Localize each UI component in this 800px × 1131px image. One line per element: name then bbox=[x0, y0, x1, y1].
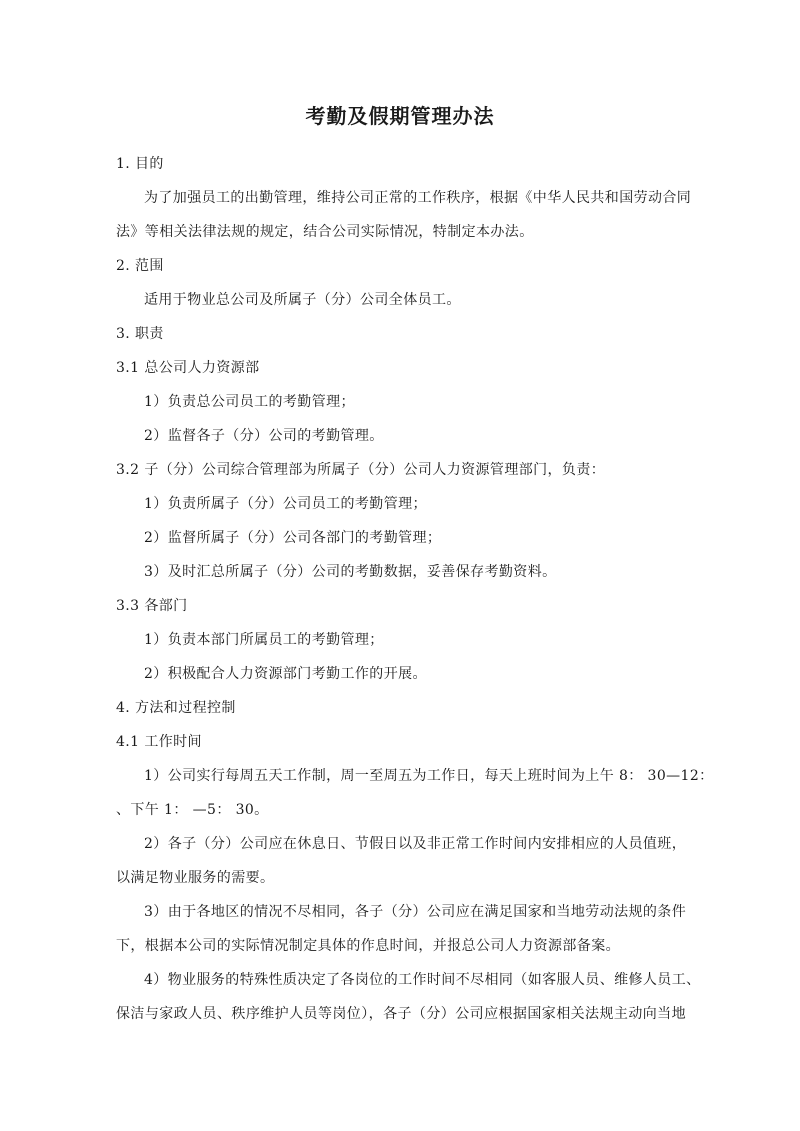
section-4-1-item-2-line-2: 以满足物业服务的需要。 bbox=[116, 870, 275, 886]
section-1-heading: 1. 目的 bbox=[116, 156, 164, 172]
section-3-3-heading: 3.3 各部门 bbox=[116, 598, 188, 614]
section-3-heading: 3. 职责 bbox=[116, 326, 164, 342]
section-4-1-item-3-line-1: 3）由于各地区的情况不尽相同，各子（分）公司应在满足国家和当地劳动法规的条件 bbox=[144, 904, 687, 920]
section-4-1-item-3-line-2: 下，根据本公司的实际情况制定具体的作息时间，并报总公司人力资源部备案。 bbox=[116, 938, 620, 954]
section-3-1-item-2: 2）监督各子（分）公司的考勤管理。 bbox=[144, 428, 384, 444]
section-4-1-item-1-line-2: 、下午 1： —5： 30。 bbox=[116, 802, 269, 818]
section-4-1-heading: 4.1 工作时间 bbox=[116, 734, 202, 750]
section-3-2-item-3: 3）及时汇总所属子（分）公司的考勤数据，妥善保存考勤资料。 bbox=[144, 564, 557, 580]
section-3-2-item-1: 1）负责所属子（分）公司员工的考勤管理； bbox=[144, 496, 427, 512]
section-1-paragraph-line-2: 法》等相关法律法规的规定，结合公司实际情况，特制定本办法。 bbox=[116, 224, 534, 240]
section-3-1-item-1: 1）负责总公司员工的考勤管理； bbox=[144, 394, 355, 410]
section-3-3-item-2: 2）积极配合人力资源部门考勤工作的开展。 bbox=[144, 666, 427, 682]
section-4-1-item-2-line-1: 2）各子（分）公司应在休息日、节假日以及非正常工作时间内安排相应的人员值班， bbox=[144, 836, 687, 852]
section-3-2-heading: 3.2 子（分）公司综合管理部为所属子（分）公司人力资源管理部门，负责： bbox=[116, 462, 606, 478]
section-3-2-item-2: 2）监督所属子（分）公司各部门的考勤管理； bbox=[144, 530, 442, 546]
section-4-heading: 4. 方法和过程控制 bbox=[116, 700, 236, 716]
section-3-3-item-1: 1）负责本部门所属员工的考勤管理； bbox=[144, 632, 384, 648]
section-2-heading: 2. 范围 bbox=[116, 258, 164, 274]
section-4-1-item-1-line-1: 1）公司实行每周五天工作制，周一至周五为工作日，每天上班时间为上午 8： 30—12： bbox=[144, 768, 714, 784]
section-1-paragraph-line-1: 为了加强员工的出勤管理，维持公司正常的工作秩序，根据《中华人民共和国劳动合同 bbox=[144, 190, 692, 206]
section-2-paragraph: 适用于物业总公司及所属子（分）公司全体员工。 bbox=[144, 292, 461, 308]
section-3-1-heading: 3.1 总公司人力资源部 bbox=[116, 360, 260, 376]
section-4-1-item-4-line-1: 4）物业服务的特殊性质决定了各岗位的工作时间不尽相同（如客服人员、维修人员工、 bbox=[144, 972, 701, 988]
document-title: 考勤及假期管理办法 bbox=[305, 104, 495, 128]
section-4-1-item-4-line-2: 保洁与家政人员、秩序维护人员等岗位），各子（分）公司应根据国家相关法规主动向当地 bbox=[116, 1006, 686, 1022]
